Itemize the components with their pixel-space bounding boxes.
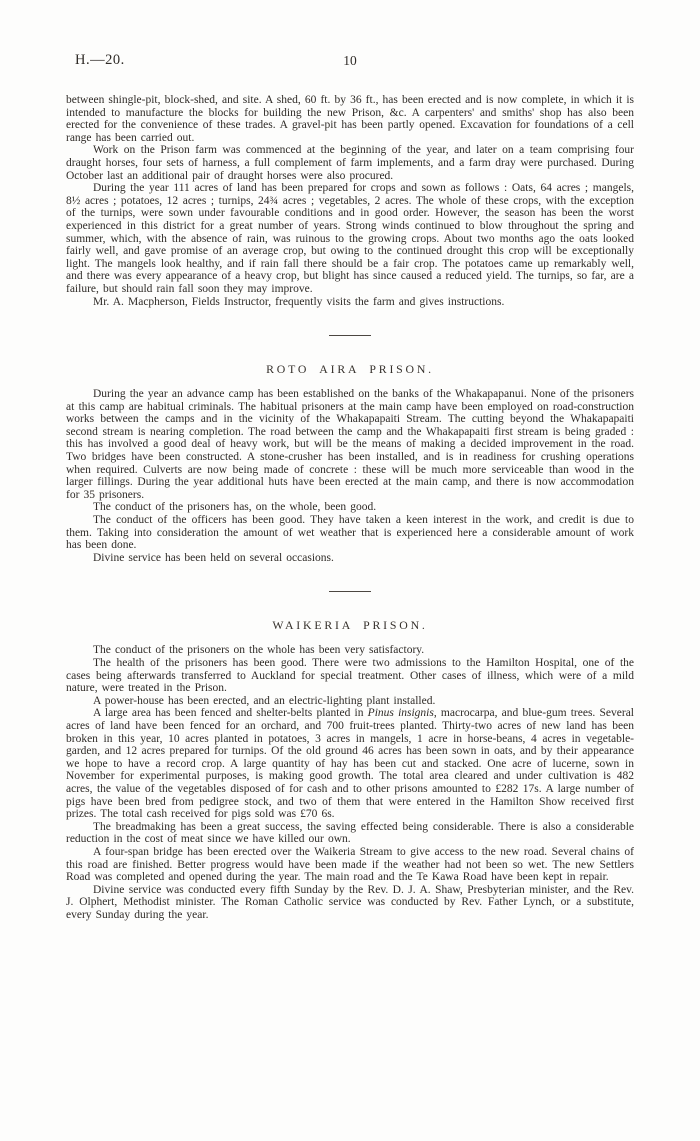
paragraph-roto-aira-divine-service: Divine service has been held on several occasions. bbox=[93, 551, 334, 564]
paragraph-roto-aira-officer-conduct: The conduct of the officers has been good. They have taken a keen interest in the work, and credit is due to them. Taking into consideration the amount of wet weather that is experienced here a considerable amount of work has been done. bbox=[66, 514, 634, 552]
page-number: 10 bbox=[343, 53, 357, 68]
paragraph-waikeria-bridge-roads: A four-span bridge has been erected over the Waikeria Stream to give access to the new road. Several chains of this road are finished. Better progress would have been made if the weather had not been so wet. The new Settlers Road was completed and opened during the year. The main road and the Te Kawa Road have been kept in repair. bbox=[66, 845, 634, 884]
paragraph-roto-aira-camp: During the year an advance camp has been established on the banks of the Whakapapanui. None of the prisoners at this camp are habitual criminals. The habitual prisoners at the main camp have been employed on road-construction works between the camps and in the vicinity of the Whakapapaiti Stream. The cutting beyond the Whakapapaiti second stream is nearing completion. The road between the camp and the Whakapapaiti first stream is being graded : this has involved a good deal of heavy work, but will be the means of making a decided improvement in the road. Two bridges have been constructed. A stone-crusher has been installed, and is in readiness for crushing operations when required. Culverts are now being made of concrete : these will be much more serviceable than wood in the larger fillings. During the year additional huts have been erected at the main camp, and there is now accommodation for 35 prisoners. bbox=[66, 388, 634, 501]
paragraph-text: , macrocarpa, and blue-gum trees. Several acres of land have been fenced for an orchard, and 700 fruit-trees planted. Thirty-two acres of new land has been broken in this year, 10 acres planted in potatoes, 3 acres in mangels, 1 acre in horse-beans, 4 acres in vegetable-garden, and 12 acres prepared for turnips. Of the old ground 46 acres has been sown in oats, and by their appearance we hope to have a record crop. A large quantity of hay has been cut and stacked. One acre of lucerne, sown in November for experimental purposes, is making good growth. The total area cleared and under cultivation is 482 acres, the value of the vegetables disposed of for cash and to other prisons amounted to £282 17s. A large number of pigs have been bred from pedigree stock, and two of them that were entered in the Hamilton Show received first prizes. The total cash received for pigs sold was £70 6s. bbox=[66, 707, 634, 821]
paragraph-waikeria-farm bbox=[66, 707, 634, 820]
paragraph-waikeria-power-house: A power-house has been erected, and an electric-lighting plant installed. bbox=[93, 694, 436, 707]
paragraph-waikeria-breadmaking: The breadmaking has been a great success, the saving effected being considerable. There is also a considerable reduction in the cost of meat since we have killed our own. bbox=[66, 820, 634, 846]
latin-species-name: Pinus insignis bbox=[367, 707, 434, 720]
paragraph-text: A large area has been fenced and shelter-belts planted in bbox=[93, 707, 368, 720]
paragraph-waikeria-conduct: The conduct of the prisoners on the whole has been very satisfactory. bbox=[93, 644, 425, 657]
section-heading-waikeria: WAIKERIA PRISON. bbox=[272, 618, 428, 633]
page-header bbox=[0, 52, 700, 70]
paragraph-prison-works: between shingle-pit, block-shed, and site. A shed, 60 ft. by 36 ft., has been erected and is now complete, in which it is intended to manufacture the blocks for building the new Prison, &c. A carpenters' and smiths' shop has also been erected for the convenience of these trades. A gravel-pit has been partly opened. Excavation for foundations of a cell range has been carried out. bbox=[66, 94, 634, 144]
report-number: H.—20. bbox=[75, 52, 125, 68]
section-divider bbox=[329, 335, 371, 336]
paragraph-waikeria-divine-service: Divine service was conducted every fifth Sunday by the Rev. D. J. A. Shaw, Presbyterian minister, and the Rev. J. Olphert, Methodist minister. The Roman Catholic service was conducted by Rev. Father Lynch, or a substitute, every Sunday during the year. bbox=[66, 883, 634, 921]
section-divider bbox=[329, 591, 371, 592]
paragraph-crops: During the year 111 acres of land has been prepared for crops and sown as follows : Oats, 64 acres ; mangels, 8½ acres ; potatoes, 12 acres ; turnips, 24¾ acres ; vegetables, 2 acres. The whole of these crops, with the exception of the turnips, were sown under favourable conditions and in good order. However, the season has been the worst experienced in this district for a great number of years. Strong winds continued to blow throughout the spring and summer, which, with the absence of rain, was ruinous to the growing crops. About two months ago the oats looked fairly well, and gave promise of an average crop, but owing to the continued drought this crop will be exceptionally light. The mangels look healthy, and if rain fall there should be a fair crop. The potatoes came up remarkably well, and there was every appearance of a heavy crop, but blight has since caused a reduced yield. The turnips, so far, are a failure, but should rain fall soon they may improve. bbox=[66, 182, 634, 295]
paragraph-roto-aira-prisoner-conduct: The conduct of the prisoners has, on the whole, been good. bbox=[93, 501, 377, 514]
paragraph-fields-instructor: Mr. A. Macpherson, Fields Instructor, frequently visits the farm and gives instructions. bbox=[93, 295, 505, 308]
section-heading-roto-aira: ROTO AIRA PRISON. bbox=[266, 362, 434, 377]
page-body bbox=[66, 94, 634, 921]
paragraph-waikeria-health: The health of the prisoners has been good. There were two admissions to the Hamilton Hospital, one of the cases being afterwards transferred to Auckland for special treatment. Other cases of illness, which were of a mild nature, were treated in the Prison. bbox=[66, 657, 634, 695]
paragraph-prison-farm: Work on the Prison farm was commenced at the beginning of the year, and later on a team comprising four draught horses, four sets of harness, a full complement of farm implements, and a farm dray were purchased. During October last an additional pair of draught horses were also procured. bbox=[66, 144, 634, 182]
